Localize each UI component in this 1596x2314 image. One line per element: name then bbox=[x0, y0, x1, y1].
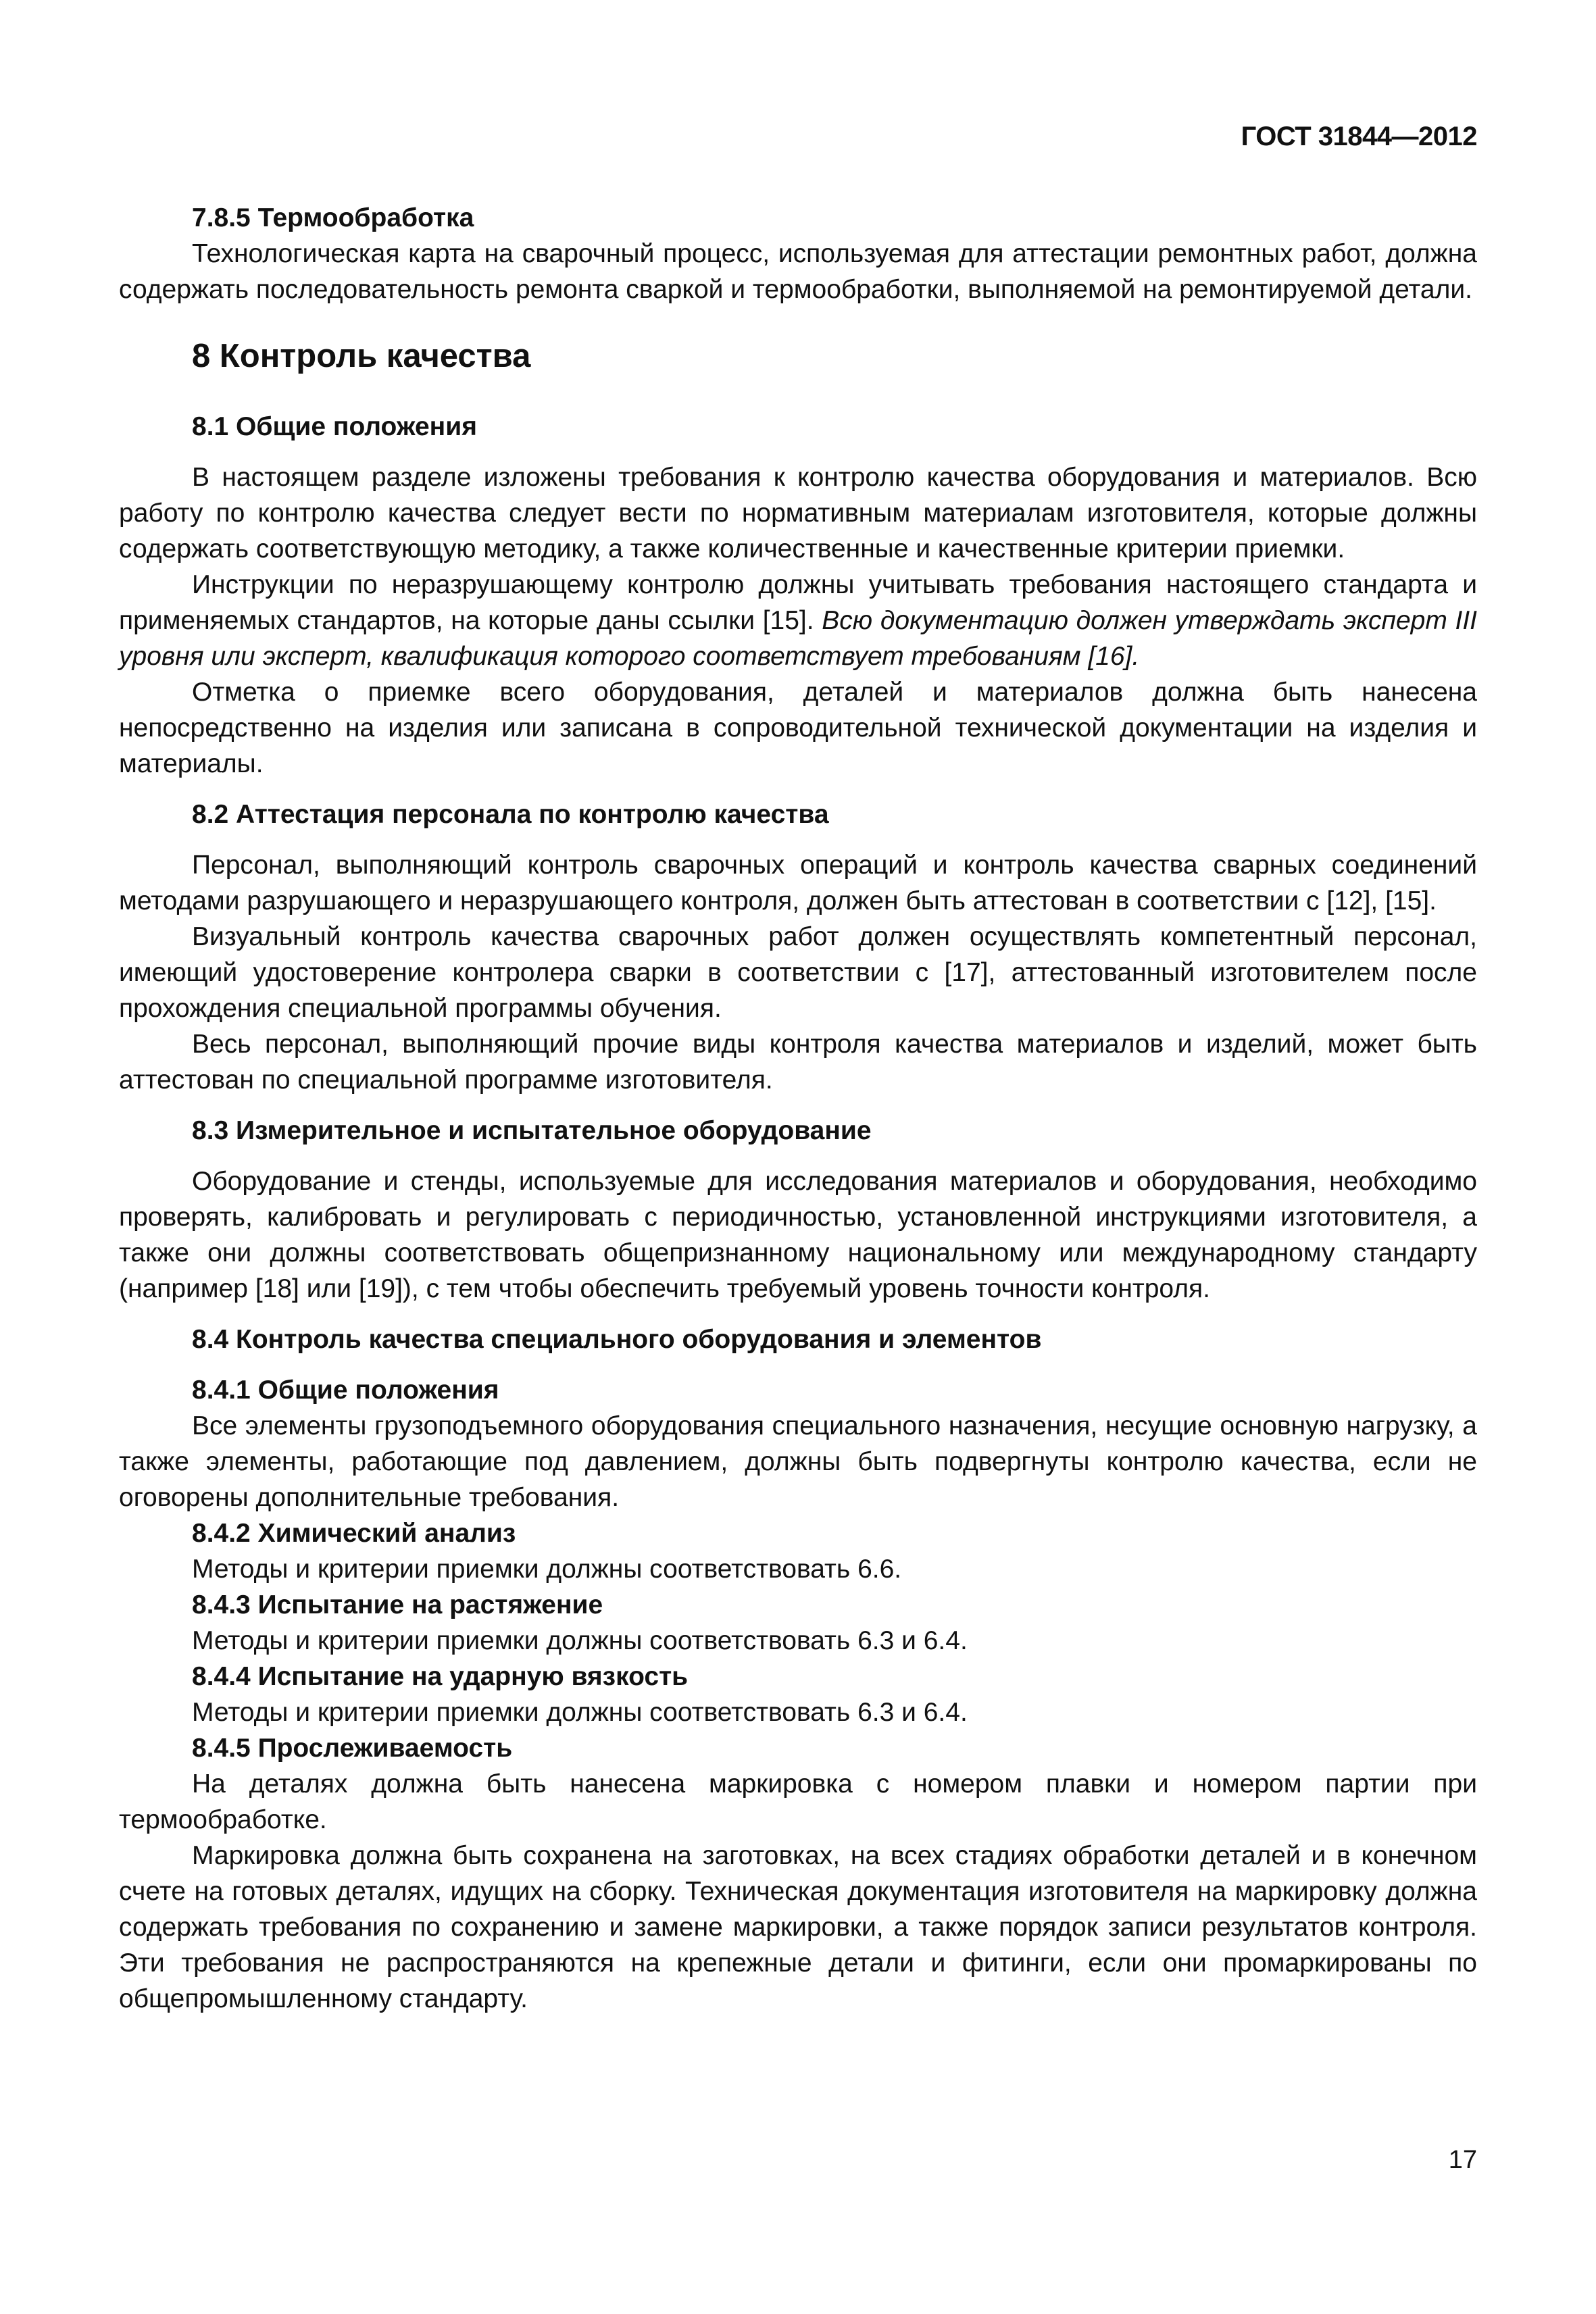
section-8-2-paragraph-1: Персонал, выполняющий контроль сварочных операций и контроль качества сварных соединений методами разрушающего и неразрушающего контроля, должен быть аттестован в соответствии с [12], [15]. bbox=[119, 851, 1477, 915]
section-8-4-5-paragraph-1: На деталях должна быть нанесена маркировка с номером плавки и номером партии при термообработке. bbox=[119, 1769, 1477, 1834]
section-8-4-heading: 8.4 Контроль качества специального оборудования и элементов bbox=[192, 1325, 1042, 1354]
section-8-4-2-heading: 8.4.2 Химический анализ bbox=[192, 1519, 516, 1548]
section-8-3-heading: 8.3 Измерительное и испытательное оборудование bbox=[192, 1116, 872, 1145]
section-8-2-paragraph-3: Весь персонал, выполняющий прочие виды контроля качества материалов и изделий, может быть аттестован по специальной программе изготовителя. bbox=[119, 1030, 1477, 1095]
section-8-4-3-paragraph: Методы и критерии приемки должны соответствовать 6.3 и 6.4. bbox=[192, 1626, 968, 1655]
section-8-1-paragraph-1: В настоящем разделе изложены требования к контролю качества оборудования и материалов. Всю работу по контролю качества следует вести по нормативным материалам изготовителя, которые должны содержать соответствующую методику, а также количественные и качественные критерии приемки. bbox=[119, 463, 1477, 563]
section-8-4-5-heading: 8.4.5 Прослеживаемость bbox=[192, 1734, 513, 1763]
section-8-heading: 8 Контроль качества bbox=[192, 338, 531, 374]
section-8-2-paragraph-2: Визуальный контроль качества сварочных работ должен осуществлять компетентный персонал, имеющий удостоверение контролера сварки в соответствии с [17], аттестованный изготовителем после прохождения специальной программы обучения. bbox=[119, 922, 1477, 1023]
section-8-4-3-heading: 8.4.3 Испытание на растяжение bbox=[192, 1590, 603, 1619]
section-8-4-2-paragraph: Методы и критерии приемки должны соответствовать 6.6. bbox=[192, 1555, 902, 1584]
section-8-1-paragraph-2 bbox=[119, 567, 1477, 674]
paragraph-italic-text: Всю документацию должен утверждать эксперт III уровня или эксперт, квалификация которого соответствует требованиям [16]. bbox=[119, 606, 1478, 671]
section-8-2-heading: 8.2 Аттестация персонала по контролю качества bbox=[192, 800, 829, 829]
section-8-1-heading: 8.1 Общие положения bbox=[192, 412, 477, 441]
section-8-4-1-paragraph: Все элементы грузоподъемного оборудования специального назначения, несущие основную нагрузку, а также элементы, работающие под давлением, должны быть подвергнуты контролю качества, если не оговорены дополнительные требования. bbox=[119, 1411, 1477, 1512]
page-number: 17 bbox=[1448, 2146, 1477, 2174]
section-7-8-5-heading: 7.8.5 Термообработка bbox=[192, 203, 474, 232]
paragraph-text: Инструкции по неразрушающему контролю должны учитывать требования настоящего стандарта и применяемых стандартов, на которые даны ссылки [15]. bbox=[119, 570, 1477, 635]
section-8-4-5-paragraph-2: Маркировка должна быть сохранена на заготовках, на всех стадиях обработки деталей и в конечном счете на готовых деталях, идущих на сборку. Техническая документация изготовителя на маркировку должна содержать требования по сохранению и замене маркировки, а также порядок записи результатов контроля. Эти требования не распространяются на крепежные детали и фитинги, если они промаркированы по общепромышленному стандарту. bbox=[119, 1841, 1477, 2013]
section-7-8-5-paragraph: Технологическая карта на сварочный процесс, используемая для аттестации ремонтных работ, должна содержать последовательность ремонта сваркой и термообработки, выполняемой на ремонтируемой детали. bbox=[119, 239, 1477, 304]
document-id: ГОСТ 31844—2012 bbox=[1241, 122, 1477, 151]
section-8-4-4-paragraph: Методы и критерии приемки должны соответствовать 6.3 и 6.4. bbox=[192, 1698, 968, 1727]
section-8-1-paragraph-3: Отметка о приемке всего оборудования, деталей и материалов должна быть нанесена непосредственно на изделия или записана в сопроводительной технической документации на изделия и материалы. bbox=[119, 678, 1477, 778]
page-content bbox=[119, 200, 1477, 2017]
section-8-4-4-heading: 8.4.4 Испытание на ударную вязкость bbox=[192, 1662, 689, 1691]
section-8-3-paragraph-1: Оборудование и стенды, используемые для исследования материалов и оборудования, необходимо проверять, калибровать и регулировать с периодичностью, установленной инструкциями изготовителя, а также они должны соответствовать общепризнанному национальному или международному стандарту (например [18] или [19]), с тем чтобы обеспечить требуемый уровень точности контроля. bbox=[119, 1167, 1477, 1303]
section-8-4-1-heading: 8.4.1 Общие положения bbox=[192, 1376, 499, 1405]
